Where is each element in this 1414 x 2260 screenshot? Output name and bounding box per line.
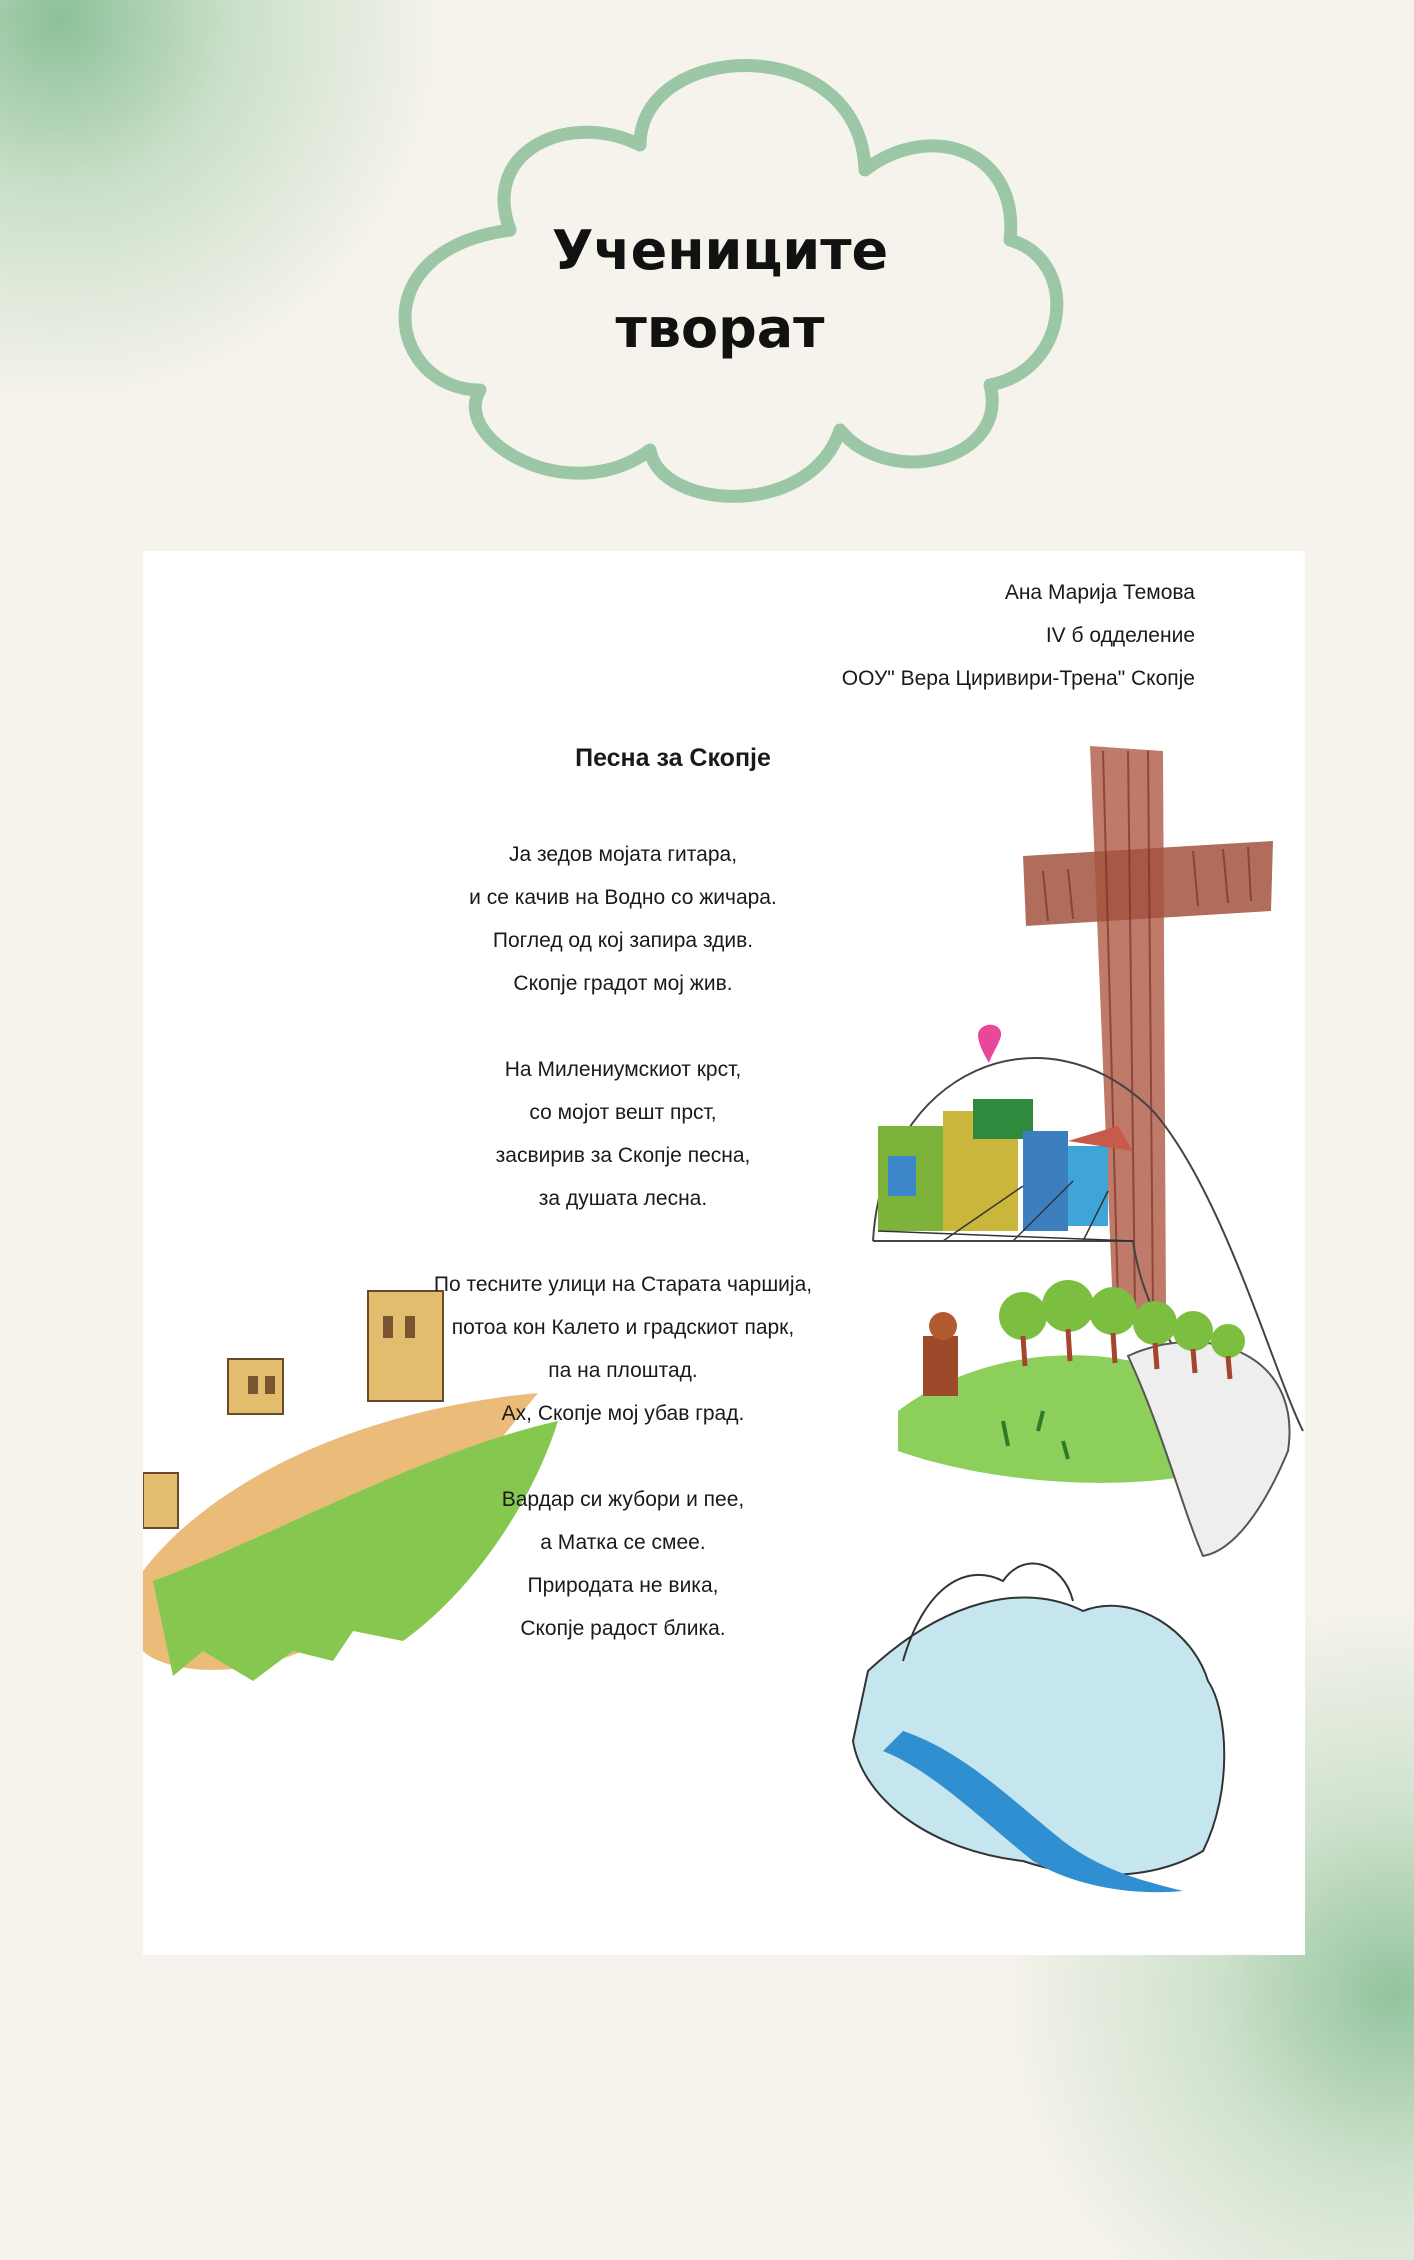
page-title-line-1: Учениците (551, 219, 889, 282)
verse-line: По тесните улици на Старата чаршија, (433, 1273, 813, 1296)
verse-line: Ја зедов мојата гитара, (508, 843, 738, 866)
verse-line: Скопје радост блика. (520, 1617, 726, 1640)
stanza-1 (373, 833, 873, 1005)
verse-line: Вардар си жубори и пее, (501, 1488, 745, 1511)
verse-line: и се качив на Водно со жичара. (469, 886, 777, 909)
park-drawing (898, 1280, 1290, 1556)
author-block (842, 571, 1195, 700)
author-school: ООУ" Вера Циривири-Трена" Скопје (841, 667, 1195, 690)
verse-line: а Матка се смее. (540, 1531, 706, 1554)
poem-sheet (143, 551, 1305, 1955)
verse-line: за душата лесна. (538, 1187, 708, 1210)
verse-line: па на плоштад. (548, 1359, 698, 1382)
poem-title: Песна за Скопје (575, 744, 771, 772)
verse-line: На Милениумскиот крст, (504, 1058, 742, 1081)
page-title-line-2: творат (615, 297, 825, 360)
stanza-3 (373, 1263, 873, 1435)
page-title (470, 212, 970, 368)
verse-line: Поглед од кој запира здив. (492, 929, 754, 952)
stanza-4 (373, 1478, 873, 1650)
verse-line: Скопје градот мој жив. (513, 972, 733, 995)
author-name: Ана Марија Темова (1004, 581, 1195, 604)
verse-line: потоа кон Калето и градскиот парк, (451, 1316, 795, 1339)
verse-line: Природата не вика, (527, 1574, 719, 1597)
matka-canyon-drawing (853, 1564, 1224, 1893)
verse-line: засвирив за Скопје песна, (495, 1144, 751, 1167)
verse-line: Ах, Скопје мој убав град. (501, 1402, 745, 1425)
author-grade: IV б одделение (1045, 624, 1195, 647)
verse-line: со мојот вешт прст, (529, 1101, 717, 1124)
stanza-2 (373, 1048, 873, 1220)
